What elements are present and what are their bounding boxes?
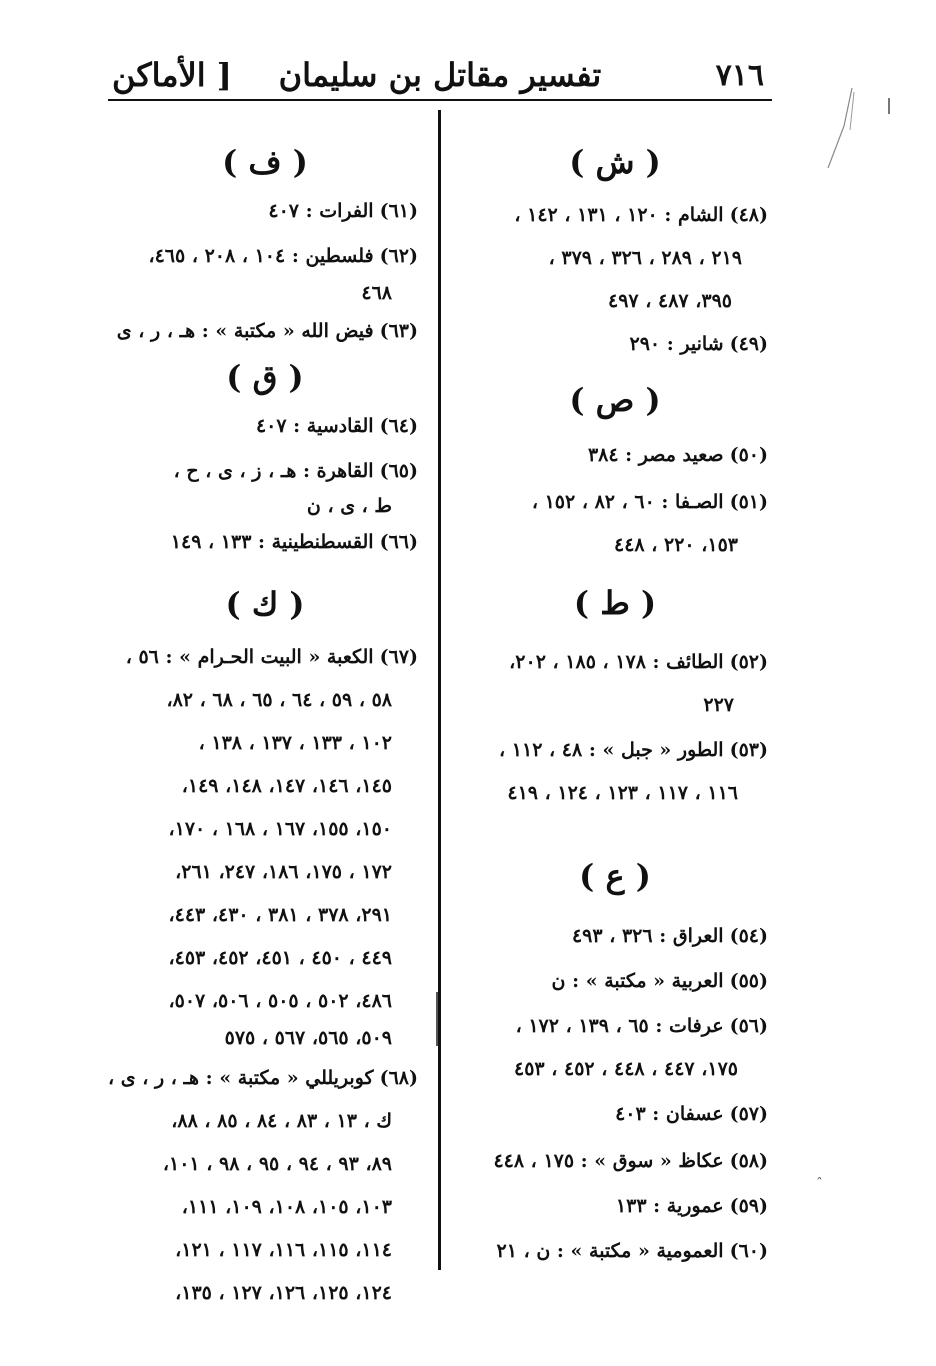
index-entry-52: (٥٢)الطائف : ١٧٨ ، ١٨٥ ، ٢٠٢، (509, 651, 768, 673)
column-divider-mark (436, 992, 438, 1046)
index-entry-48-cont-2: ٣٩٥، ٤٨٧ ، ٤٩٧ (608, 290, 732, 312)
index-entry-68-cont-4: ١١٤، ١١٥، ١١٦، ١١٧ ، ١٢١، (175, 1239, 392, 1261)
page-number: ٧١٦ (715, 58, 764, 93)
index-entry-52-cont: ٢٢٧ (703, 694, 734, 716)
page-header (108, 52, 772, 98)
index-entry-58: (٥٨)عكاظ « سوق » : ١٧٥ ، ٤٤٨ (493, 1150, 768, 1172)
index-entry-48-cont-1: ٢١٩ ، ٢٨٩ ، ٣٢٦ ، ٣٧٩ ، (548, 247, 742, 269)
index-entry-61: (٦١)الفرات : ٤٠٧ (268, 200, 418, 222)
index-entry-48: (٤٨)الشام : ١٢٠ ، ١٣١ ، ١٤٢ ، (514, 204, 768, 226)
index-entry-59: (٥٩)عمورية : ١٣٣ (615, 1195, 768, 1217)
index-entry-68: (٦٨)كوبريللي « مكتبة » : هـ ، ر ، ى ، (107, 1067, 418, 1089)
index-entry-68-cont-5: ١٢٤، ١٢٥، ١٢٦، ١٢٧ ، ١٣٥، (175, 1282, 392, 1304)
index-entry-51-cont: ١٥٣، ٢٢٠ ، ٤٤٨ (614, 534, 738, 556)
column-divider (438, 110, 441, 1270)
index-entry-64: (٦٤)القادسية : ٤٠٧ (255, 415, 418, 437)
letter-heading-ain: ( ع ) (579, 857, 651, 895)
index-entry-67-cont-5: ١٧٢ ، ١٧٥، ١٨٦، ٢٤٧، ٢٦١، (175, 861, 392, 883)
index-entry-53: (٥٣)الطور « جبل » : ٤٨ ، ١١٢ ، (499, 739, 768, 761)
index-entry-68-cont-1: ك ، ١٣ ، ٨٣ ، ٨٤ ، ٨٥ ، ٨٨، (171, 1110, 392, 1132)
index-entry-65: (٦٥)القاهرة : هـ ، ز ، ى ، ح ، (173, 460, 418, 482)
index-entry-56-cont: ١٧٥، ٤٤٧ ، ٤٤٨ ، ٤٥٢ ، ٤٥٣ (514, 1058, 738, 1080)
letter-heading-ta: ( ط ) (573, 584, 657, 622)
index-entry-55: (٥٥)العربية « مكتبة » : ن (551, 970, 768, 992)
index-entry-67-cont-7: ٤٤٩ ، ٤٥٠ ، ٤٥١، ٤٥٢، ٤٥٣، (168, 947, 392, 969)
index-entry-60: (٦٠)العمومية « مكتبة » : ن ، ٢١ (496, 1240, 768, 1262)
index-entry-57: (٥٧)عسفان : ٤٠٣ (615, 1103, 768, 1125)
index-entry-67-cont-8: ٤٨٦، ٥٠٢ ، ٥٠٥ ، ٥٠٦، ٥٠٧، (168, 990, 392, 1012)
index-entry-63: (٦٣)فيض الله « مكتبة » : هـ ، ر ، ى (116, 320, 418, 342)
index-entry-67-cont-2: ١٠٢ ، ١٣٣ ، ١٣٧ ، ١٣٨ ، (198, 732, 392, 754)
pencil-tick (888, 98, 890, 114)
index-entry-67: (٦٧)الكعبة « البيت الحـرام » : ٥٦ ، (125, 646, 418, 668)
index-entry-68-cont-2: ٨٩، ٩٣ ، ٩٤ ، ٩٥ ، ٩٨ ، ١٠١، (162, 1153, 392, 1175)
index-entry-49: (٤٩)شانير : ٢٩٠ (629, 333, 768, 355)
index-entry-68-cont-3: ١٠٣، ١٠٥، ١٠٨، ١٠٩، ١١١، (181, 1196, 392, 1218)
letter-heading-sad: ( ص ) (569, 381, 661, 419)
margin-dot: ˆ (816, 1176, 823, 1192)
index-entry-67-cont-1: ٥٨ ، ٥٩ ، ٦٤ ، ٦٥ ، ٦٨ ، ٨٢، (166, 689, 392, 711)
index-entry-67-cont-3: ١٤٥، ١٤٦، ١٤٧، ١٤٨، ١٤٩، (181, 775, 392, 797)
index-entry-67-cont-9: ٥٠٩، ٥٦٥، ٥٦٧ ، ٥٧٥ (224, 1027, 392, 1049)
letter-heading-kaf: ( ك ) (225, 585, 305, 623)
index-entry-65-cont: ط ، ى ، ن (306, 495, 392, 517)
running-title: تفسير مقاتل بن سليمان (278, 56, 602, 94)
right-column (462, 138, 768, 1273)
index-entry-66: (٦٦)القسطنطينية : ١٣٣ ، ١٤٩ (170, 531, 418, 553)
header-rule (108, 99, 772, 101)
letter-heading-fa: ( ف ) (222, 143, 308, 181)
pencil-mark (820, 86, 860, 172)
letter-heading-qaf: ( ق ) (226, 358, 304, 396)
index-entry-67-cont-4: ١٥٠، ١٥٥، ١٦٧ ، ١٦٨ ، ١٧٠، (168, 818, 392, 840)
index-entry-54: (٥٤)العراق : ٣٢٦ ، ٤٩٣ (571, 925, 768, 947)
letter-heading-shin: ( ش ) (569, 143, 661, 181)
index-entry-50: (٥٠)صعيد مصر : ٣٨٤ (587, 444, 768, 466)
left-column (107, 138, 418, 1315)
index-entry-53-cont: ١١٦ ، ١١٧ ، ١٢٣ ، ١٢٤ ، ٤١٩ (507, 782, 738, 804)
index-entry-62-cont: ٤٦٨ (361, 282, 392, 304)
index-entry-67-cont-6: ٢٩١، ٣٧٨ ، ٣٨١ ، ٤٣٠، ٤٤٣، (168, 904, 392, 926)
index-entry-51: (٥١)الصـفا : ٦٠ ، ٨٢ ، ١٥٢ ، (531, 491, 768, 513)
index-entry-56: (٥٦)عرفات : ٦٥ ، ١٣٩ ، ١٧٢ ، (515, 1015, 768, 1037)
section-title: [ الأماكن (112, 56, 232, 94)
index-entry-62: (٦٢)فلسطين : ١٠٤ ، ٢٠٨ ، ٤٦٥، (148, 245, 418, 267)
